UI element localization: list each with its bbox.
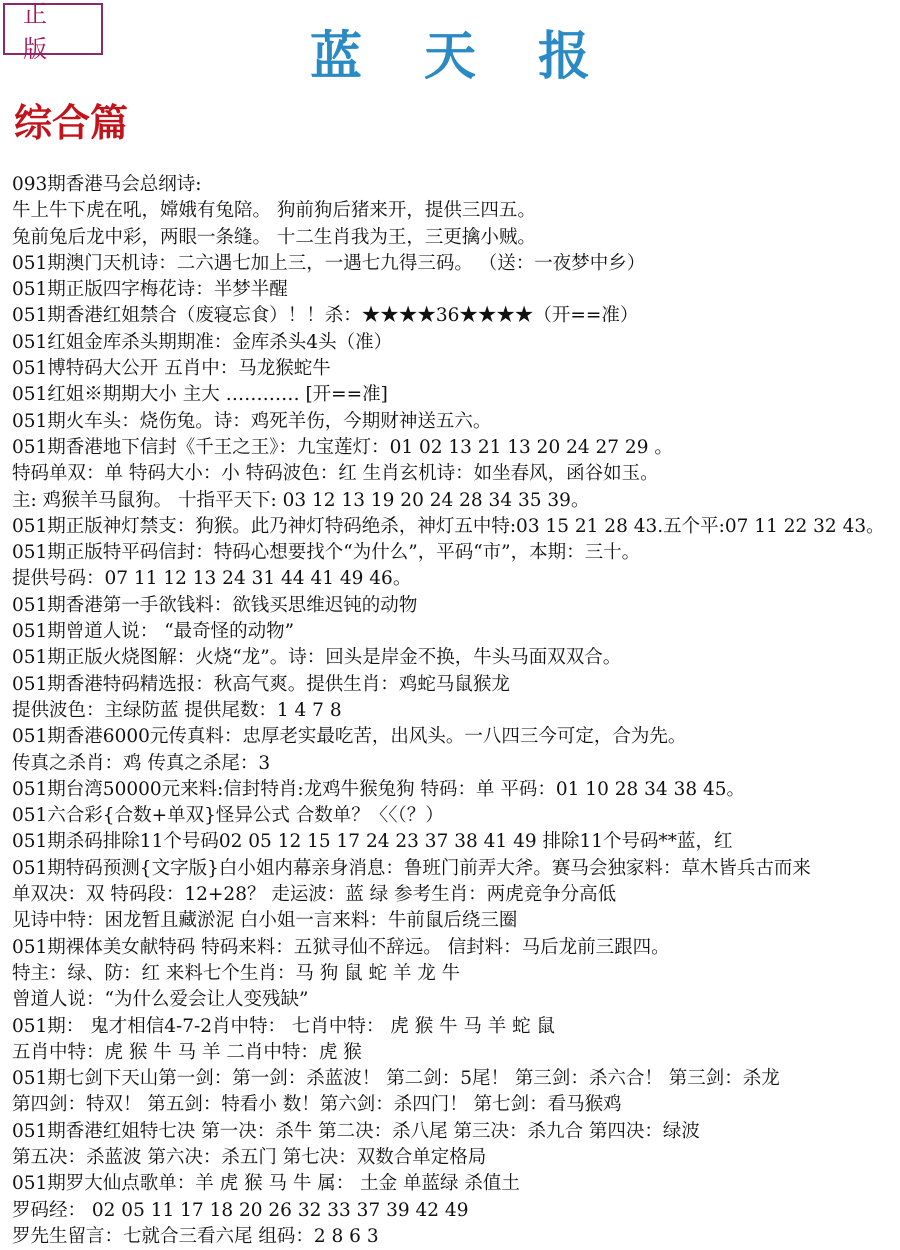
text-line: 单双决：双 特码段：12+28？ 走运波：蓝 绿 参考生肖：两虎竞争分高低 [12,884,617,906]
text-line: 051期香港地下信封《千王之王》：九宝莲灯：01 02 13 21 13 20 24 27 29 。 [12,436,673,458]
text-line: 051期正版特平码信封：特码心想要找个“为什么”，平码“市”，本期：三十。 [12,542,641,564]
text-line: 五肖中特：虎 猴 牛 马 羊 二肖中特：虎 猴 [12,1041,362,1063]
text-line: 051期澳门天机诗：二六遇七加上三，一遇七九得三码。 （送：一夜梦中乡） [12,252,646,274]
text-line: 051期： 鬼才相信4-7-2肖中特： 七肖中特： 虎 猴 牛 马 羊 蛇 鼠 [12,1015,556,1037]
text-line: 051期曾道人说： “最奇怪的动物” [12,621,295,643]
text-line: 主: 鸡猴羊马鼠狗。 十指平天下: 03 12 13 19 20 24 28 34 35 39。 [12,489,590,511]
text-line: 见诗中特：困龙暂且藏淤泥 白小姐一言来料：牛前鼠后绕三圈 [12,910,518,932]
text-line: 051六合彩{合数+单双}怪异公式 合数单？〈〈（？） [12,805,444,827]
text-line: 提供号码：07 11 12 13 24 31 44 41 49 46。 [12,568,412,590]
text-line: 第四剑：特双！ 第五剑：特看小 数！第六剑：杀四门！ 第七剑：看马猴鸡 [12,1094,622,1116]
text-line: 051期香港6000元传真料：忠厚老实最吃苦，出风头。一八四三今可定，合为先。 [12,726,687,748]
article-body [12,172,900,1250]
text-line: 罗码经： 02 05 11 17 18 20 26 32 33 37 39 42 49 [12,1199,469,1221]
text-line: 051期杀码排除11个号码02 05 12 15 17 24 23 37 38 41 49 排除11个号码**蓝，红 [12,831,733,853]
text-line: 051红姐※期期大小 主大 ………… [开==准] [12,384,388,406]
text-line: 051期正版四字梅花诗：半梦半醒 [12,279,288,301]
text-line: 兔前兔后龙中彩，两眼一条缝。 十二生肖我为王，三更擒小贼。 [12,226,536,248]
text-line: 051期香港红姐禁合（废寝忘食）！！杀：★★★★36★★★★（开==准） [12,305,639,327]
text-line: 051期香港红姐特七决 第一决：杀牛 第二决：杀八尾 第三决：杀九合 第四决：绿波 [12,1120,700,1142]
text-line: 051期火车头：烧伤兔。诗：鸡死羊伤，今期财神送五六。 [12,410,492,432]
section-title: 综合篇 [14,100,129,145]
text-line: 051期裸体美女献特码 特码来料：五狱寻仙不辞远。 信封料：马后龙前三跟四。 [12,936,670,958]
text-line: 第五决：杀蓝波 第六决：杀五门 第七决：双数合单定格局 [12,1146,487,1168]
text-line: 051红姐金库杀头期期准：金库杀头4头（准） [12,331,393,353]
text-line: 051博特码大公开 五肖中：马龙猴蛇牛 [12,358,331,380]
text-line: 传真之杀肖：鸡 传真之杀尾：3 [12,752,271,774]
text-line: 051期特码预测{文字版}白小姐内幕亲身消息：鲁班门前弄大斧。赛马会独家料：草木皆兵古而来 [12,857,811,879]
text-line: 051期台湾50000元来料:信封特肖:龙鸡牛猴兔狗 特码：单 平码：01 10 28 34 38 45。 [12,778,746,800]
text-line: 051期七剑下天山第一剑：第一剑：杀蓝波！ 第二剑：5尾！ 第三剑：杀六合！ 第三剑：杀龙 [12,1068,780,1090]
text-line: 093期香港马会总纲诗: [12,174,202,195]
text-line: 051期正版火烧图解：火烧“龙”。诗：回头是岸金不换，牛头马面双双合。 [12,647,622,669]
masthead-title: 蓝天报 [309,26,652,87]
text-line: 提供波色：主绿防蓝 提供尾数：1 4 7 8 [12,699,342,721]
text-line: 特码单双：单 特码大小：小 特码波色：红 生肖玄机诗：如坐春风，函谷如玉。 [12,463,659,485]
text-line: 罗先生留言：七就合三看六尾 组码：2 8 6 3 [12,1225,379,1247]
text-line: 051期罗大仙点歌单：羊 虎 猴 马 牛 属： 土金 单蓝绿 杀值土 [12,1173,520,1195]
text-line: 051期正版神灯禁支：狗猴。此乃神灯特码绝杀，神灯五中特:03 15 21 28 43.五个平:07 11 22 32 43。 [12,515,885,537]
text-line: 曾道人说：“为什么爱会让人变残缺” [12,989,309,1011]
text-line: 051期香港第一手欲钱料：欲钱买思维迟钝的动物 [12,594,418,616]
text-line: 牛上牛下虎在吼，嫦娥有兔陪。 狗前狗后猪来开，提供三四五。 [12,200,536,222]
text-line: 051期香港特码精选报：秋高气爽。提供生肖：鸡蛇马鼠猴龙 [12,673,510,695]
badge-label: 正 版 [3,3,103,55]
text-line: 特主：绿、防：红 来料七个生肖：马 狗 鼠 蛇 羊 龙 牛 [12,962,461,984]
